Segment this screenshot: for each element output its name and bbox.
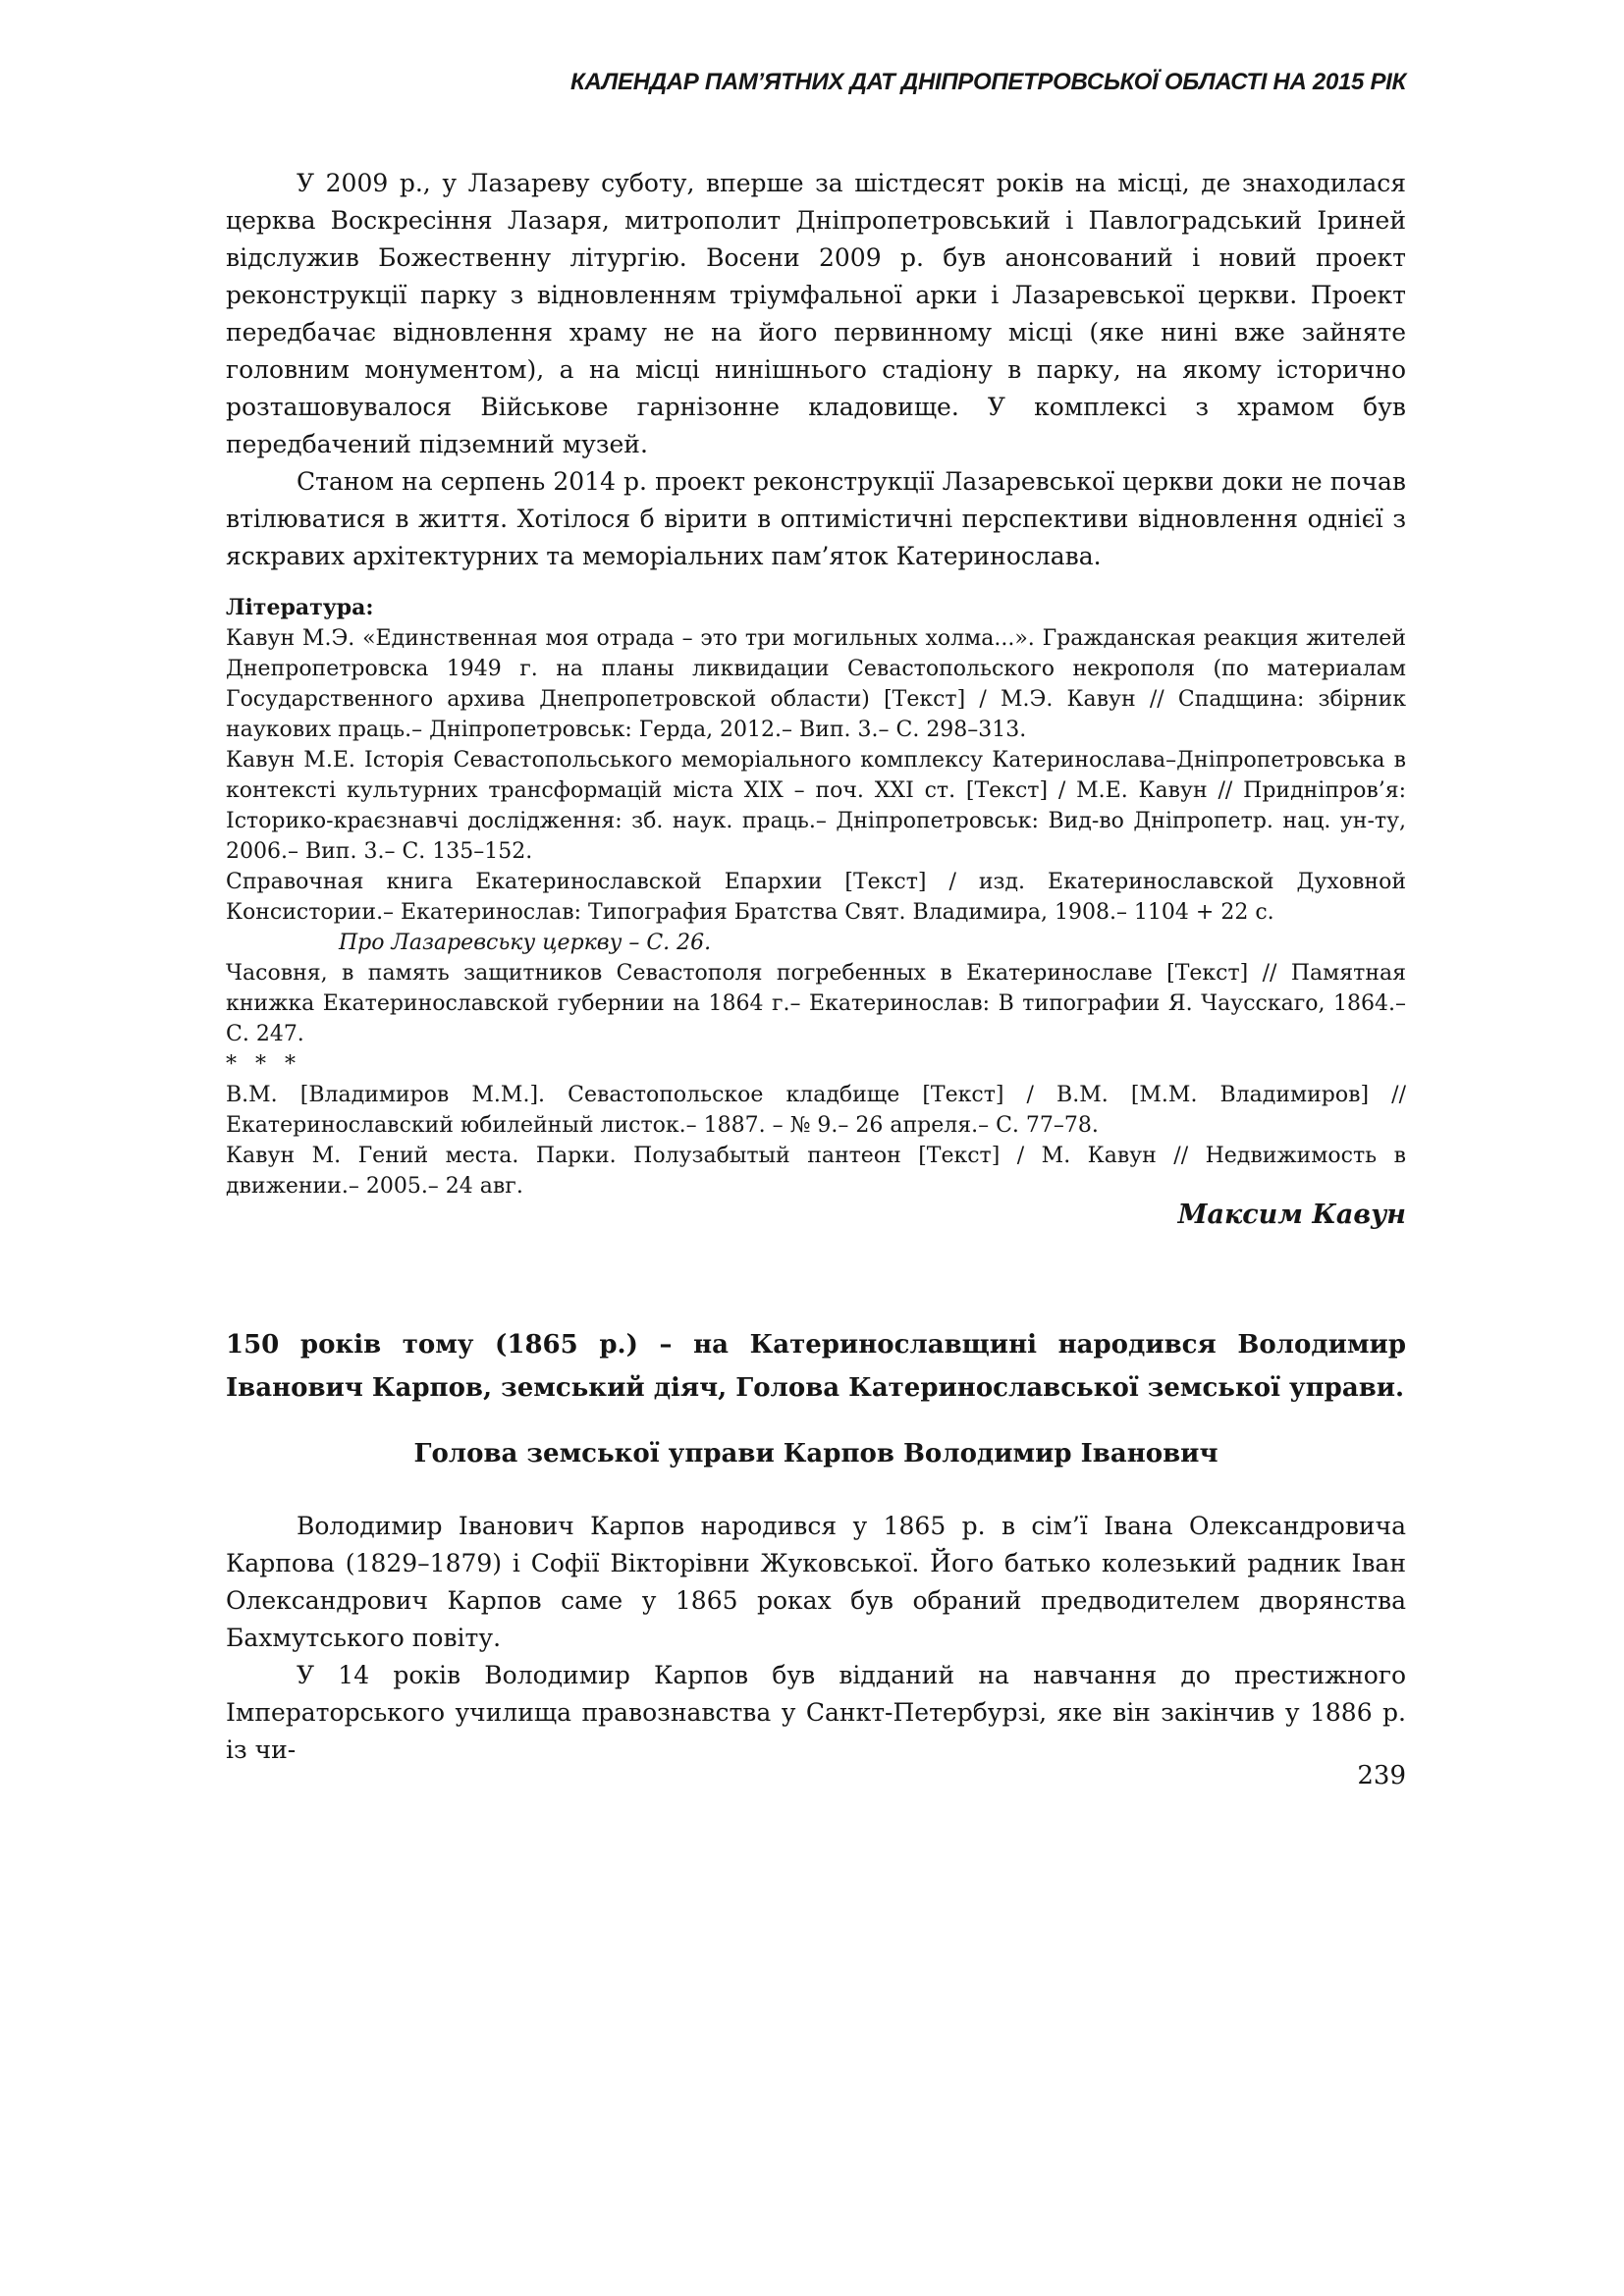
author-signature: Максим Кавун xyxy=(1177,1200,1406,1230)
running-header: КАЛЕНДАР ПАМ’ЯТНИХ ДАТ ДНІПРОПЕТРОВСЬКОЇ ОБЛАСТІ НА 2015 РІК xyxy=(570,69,1406,95)
paragraph: Станом на серпень 2014 р. проект реконструкції Лазаревської церкви доки не почав втілюватися в життя. Хотілося б вірити в оптимістичні перспективи відновлення однієї з яскравих архітектурних та меморіальних пам’яток Катеринослава. xyxy=(226,467,1406,570)
literature-section xyxy=(226,593,1406,1201)
literature-entry: Кавун М. Гений места. Парки. Полузабытый пантеон [Текст] / М. Кавун // Недвижимость в движении.– 2005.– 24 авг. xyxy=(226,1144,1406,1199)
article1-body xyxy=(226,165,1406,575)
literature-label: Література: xyxy=(226,595,374,620)
section-subheading: Голова земської управи Карпов Володимир Іванович xyxy=(413,1439,1218,1468)
literature-separator: * * * xyxy=(226,1052,301,1077)
article2-body xyxy=(226,1508,1406,1769)
literature-entry: Кавун М.Э. «Единственная моя отрада – это три могильных холма...». Гражданская реакция жителей Днепропетровска 1949 г. на планы ликвидации Севастопольского некрополя (по материалам Государственного архива Днепропетровской области) [Текст] / М.Э. Кавун // Спадщина: збірник наукових праць.– Дніпропетровськ: Герда, 2012.– Вип. 3.– С. 298–313. xyxy=(226,626,1406,742)
literature-entry: Справочная книга Екатеринославской Епархии [Текст] / изд. Екатеринославской Духовной Консистории.– Екатеринослав: Типография Братства Свят. Владимира, 1908.– 1104 + 22 с. xyxy=(226,870,1406,925)
page-number: 239 xyxy=(1357,1761,1406,1790)
literature-note: Про Лазаревську церкву – С. 26. xyxy=(339,931,712,955)
literature-entry: Кавун М.Е. Історія Севастопольського меморіального комплексу Катеринослава–Дніпропетровська в контексті культурних трансформацій міста XIX – поч. XXI ст. [Текст] / М.Е. Кавун // Придніпров’я: Історико-краєзнавчі дослідження: зб. наук. праць.– Дніпропетровськ: Вид-во Дніпропетр. нац. ун-ту, 2006.– Вип. 3.– С. 135–152. xyxy=(226,748,1406,864)
paragraph: У 14 років Володимир Карпов був відданий на навчання до престижного Імператорського училища правознавства у Санкт-Петербурзі, яке він закінчив у 1886 р. із чи- xyxy=(226,1661,1406,1764)
literature-entry: Часовня, в память защитников Севастополя погребенных в Екатеринославе [Текст] // Памятная книжка Екатеринославской губернии на 1864 г.– Екатеринослав: В типографии Я. Чаусскаго, 1864.– С. 247. xyxy=(226,961,1406,1046)
anniversary-heading: 150 років тому (1865 р.) – на Катеринославщині народився Володимир Іванович Карпов, земський діяч, Голова Катеринославської земської управи. xyxy=(226,1330,1406,1403)
paragraph: У 2009 р., у Лазареву суботу, вперше за шістдесят років на місці, де знаходилася церква Воскресіння Лазаря, митрополит Дніпропетровський і Павлоградський Іриней відслужив Божественну літургію. Восени 2009 р. був анонсований і новий проект реконструкції парку з відновленням тріумфальної арки і Лазаревської церкви. Проект передбачає відновлення храму не на його первинному місці (яке нині вже зайняте головним монументом), а на місці нинішнього стадіону в парку, на якому історично розташовувалося Військове гарнізонне кладовище. У комплексі з храмом був передбачений підземний музей. xyxy=(226,169,1406,458)
paragraph: Володимир Іванович Карпов народився у 1865 р. в сім’ї Івана Олександровича Карпова (1829–1879) і Софії Вікторівни Жуковської. Його батько колезький радник Іван Олександрович Карпов саме у 1865 роках був обраний предводителем дворянства Бахмутського повіту. xyxy=(226,1512,1406,1652)
literature-entry: В.М. [Владимиров М.М.]. Севастопольское кладбище [Текст] / В.М. [М.М. Владимиров] // Екатеринославский юбилейный листок.– 1887. – № 9.– 26 апреля.– С. 77–78. xyxy=(226,1083,1406,1138)
